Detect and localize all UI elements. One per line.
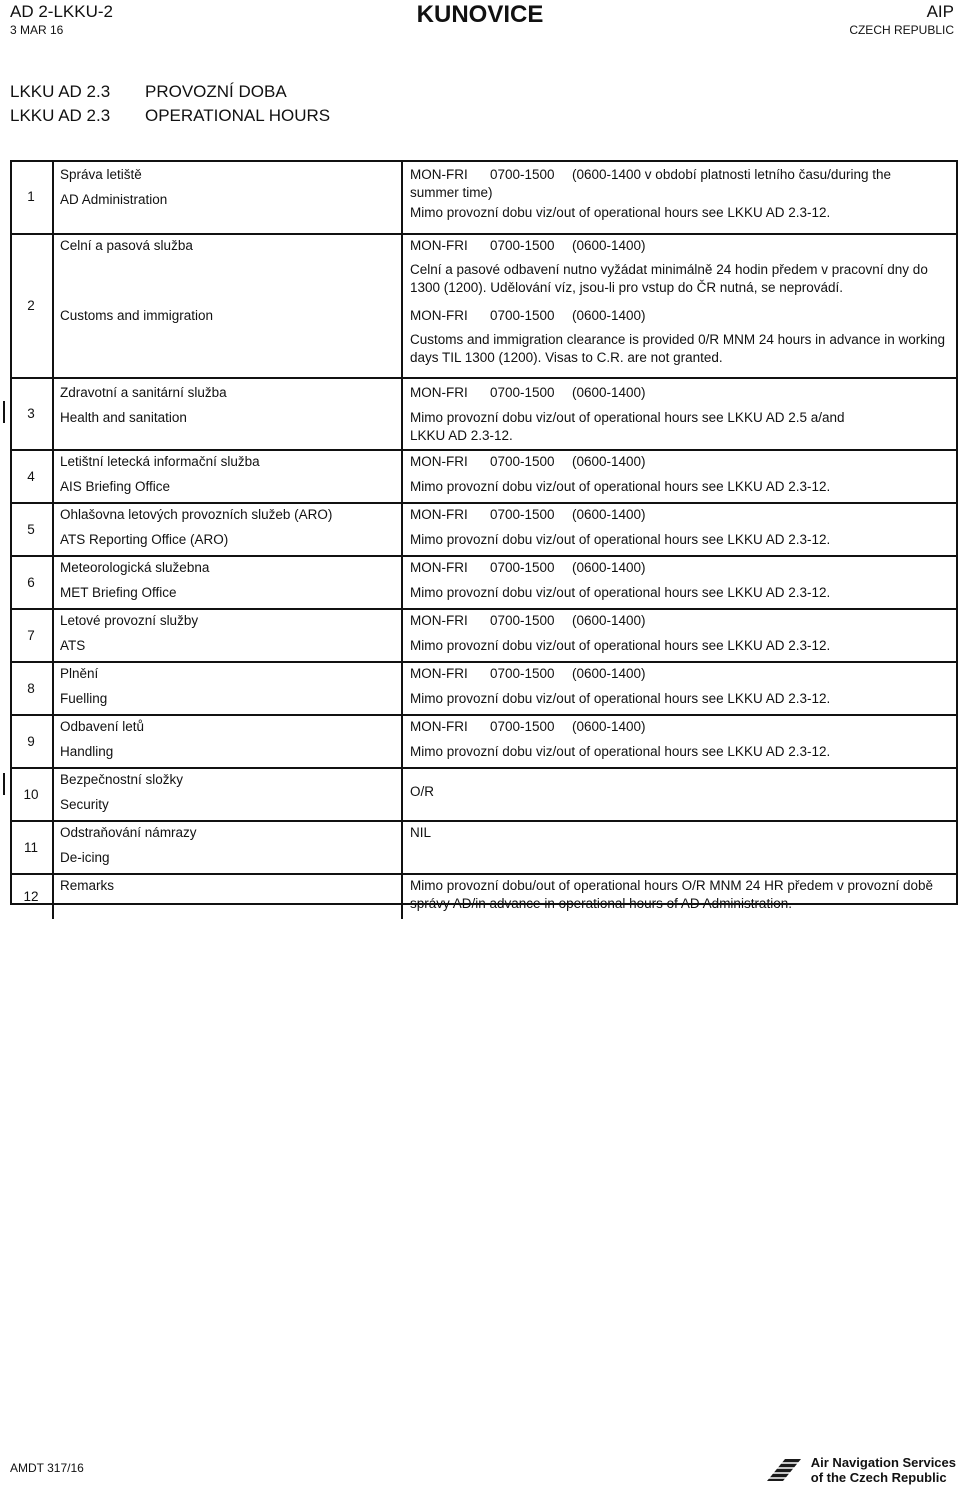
service-name-cz: Odbavení letů: [60, 719, 145, 734]
hours-days: MON-FRI: [410, 385, 468, 400]
hours-utc: (0600-1400): [572, 454, 646, 469]
service-cell: [53, 378, 402, 450]
hours-note: Mimo provozní dobu viz/out of operational hours see LKKU AD 2.3-12.: [410, 532, 831, 547]
hours-utc: (0600-1400 v období platnosti letního času/during the: [572, 167, 891, 182]
table-row: [10, 161, 958, 234]
remarks-label: Remarks: [60, 878, 115, 893]
hours-cell: [402, 378, 958, 450]
hours-days-en: MON-FRI: [410, 308, 468, 323]
document-id: AD 2-LKKU-2: [10, 2, 113, 21]
hours-note-cz: Celní a pasové odbavení nutno vyžádat minimálně 24 hodin předem v pracovní dny do 1300 (1200). Udělování víz, jsou-li pro vstup do ČR nutná, se neprovádí.: [410, 262, 928, 295]
table-row: [10, 874, 958, 919]
hours-days: MON-FRI: [410, 560, 468, 575]
table-row: [10, 821, 958, 874]
hours-value: O/R: [410, 784, 435, 799]
operational-hours-table: [10, 161, 958, 919]
remarks-value: Mimo provozní dobu/out of operational hours O/R MNM 24 HR předem v provozní době správy AD/in advance in operational hours of AD Administration.: [410, 878, 934, 911]
logo-line-2: of the Czech Republic: [810, 1470, 947, 1485]
section-title-cz: PROVOZNÍ DOBA: [145, 82, 287, 101]
hours-note: Mimo provozní dobu viz/out of operational hours see LKKU AD 2.5 a/and: [410, 410, 845, 425]
hours-time: 0700-1500: [490, 613, 555, 628]
table-row: [10, 450, 958, 503]
service-cell: [53, 662, 402, 715]
service-name-cz: Celní a pasová služba: [60, 238, 193, 253]
hours-time: 0700-1500: [490, 238, 555, 253]
row-number: 9: [10, 715, 53, 768]
hours-cell: [402, 874, 958, 919]
service-name-en: De-icing: [60, 850, 110, 865]
table-row: [10, 556, 958, 609]
section-title-en: OPERATIONAL HOURS: [145, 106, 331, 125]
table-row: [10, 768, 958, 821]
row-number: 12: [10, 874, 53, 919]
service-name-en: AIS Briefing Office: [60, 479, 171, 494]
hours-utc: (0600-1400): [572, 613, 646, 628]
service-cell: [53, 821, 402, 874]
table-row: [10, 609, 958, 662]
hours-time: 0700-1500: [490, 167, 555, 182]
service-cell: [53, 715, 402, 768]
table-row: [10, 234, 958, 378]
row-number: 10: [10, 768, 53, 821]
hours-time: 0700-1500: [490, 719, 555, 734]
service-name-en: Handling: [60, 744, 114, 759]
table-row: [10, 503, 958, 556]
hours-note: Mimo provozní dobu viz/out of operational hours see LKKU AD 2.3-12.: [410, 691, 831, 706]
header-right: [849, 2, 954, 38]
section-ref-en: LKKU AD 2.3: [10, 106, 111, 125]
hours-days: MON-FRI: [410, 507, 468, 522]
hours-time: 0700-1500: [490, 560, 555, 575]
document-date: 3 MAR 16: [10, 23, 64, 37]
hours-cell: [402, 556, 958, 609]
ans-cr-logo: [765, 1455, 956, 1485]
service-name-en: MET Briefing Office: [60, 585, 177, 600]
hours-days: MON-FRI: [410, 613, 468, 628]
service-name-cz: Odstraňování námrazy: [60, 825, 197, 840]
service-name-cz: Bezpečnostní složky: [60, 772, 184, 787]
hours-days: MON-FRI: [410, 167, 468, 182]
hours-cell: [402, 450, 958, 503]
hours-value: NIL: [410, 825, 432, 840]
hours-note: Mimo provozní dobu viz/out of operational hours see LKKU AD 2.3-12.: [410, 479, 831, 494]
hours-cell: [402, 662, 958, 715]
service-name-en: ATS: [60, 638, 86, 653]
service-name-en: Security: [60, 797, 109, 812]
hours-utc: (0600-1400): [572, 666, 646, 681]
amendment-number: AMDT 317/16: [10, 1461, 84, 1475]
hours-utc-en: (0600-1400): [572, 308, 646, 323]
service-name-cz: Ohlašovna letových provozních služeb (ARO): [60, 507, 333, 522]
hours-utc: (0600-1400): [572, 507, 646, 522]
hours-days: MON-FRI: [410, 238, 468, 253]
service-name-cz: Letištní letecká informační služba: [60, 454, 260, 469]
hours-cell: [402, 609, 958, 662]
ans-logo-icon: [765, 1457, 803, 1483]
service-name-cz: Zdravotní a sanitární služba: [60, 385, 227, 400]
hours-days: MON-FRI: [410, 666, 468, 681]
aip-mark: AIP: [926, 2, 954, 21]
hours-time: 0700-1500: [490, 385, 555, 400]
service-cell: [53, 556, 402, 609]
table-row: [10, 662, 958, 715]
hours-time: 0700-1500: [490, 507, 555, 522]
row-number: 7: [10, 609, 53, 662]
table-row: [10, 715, 958, 768]
service-cell: [53, 450, 402, 503]
hours-note: Mimo provozní dobu viz/out of operational hours see LKKU AD 2.3-12.: [410, 205, 831, 220]
hours-utc-cont: summer time): [410, 185, 493, 200]
service-name-en: ATS Reporting Office (ARO): [60, 532, 229, 547]
row-number: 8: [10, 662, 53, 715]
row-number: 11: [10, 821, 53, 874]
service-name-en: Fuelling: [60, 691, 108, 706]
row-number: 3: [10, 378, 53, 450]
hours-cell: [402, 503, 958, 556]
hours-cell: [402, 234, 958, 378]
row-number: 1: [10, 161, 53, 234]
hours-utc: (0600-1400): [572, 560, 646, 575]
aerodrome-title: KUNOVICE: [416, 1, 544, 28]
change-bar: [3, 773, 5, 795]
hours-cell: [402, 768, 958, 821]
service-cell: [53, 609, 402, 662]
hours-time-en: 0700-1500: [490, 308, 555, 323]
service-cell: [53, 234, 402, 378]
service-name-en: Health and sanitation: [60, 410, 187, 425]
hours-days: MON-FRI: [410, 454, 468, 469]
service-cell: [53, 768, 402, 821]
hours-cell: [402, 821, 958, 874]
service-cell: [53, 503, 402, 556]
service-name-cz: Plnění: [60, 666, 99, 681]
service-name-cz: Meteorologická služebna: [60, 560, 210, 575]
hours-note: Mimo provozní dobu viz/out of operational hours see LKKU AD 2.3-12.: [410, 638, 831, 653]
hours-note: Mimo provozní dobu viz/out of operational hours see LKKU AD 2.3-12.: [410, 585, 831, 600]
table-row: [10, 378, 958, 450]
hours-cell: [402, 161, 958, 234]
row-number: 5: [10, 503, 53, 556]
hours-note-en: Customs and immigration clearance is provided 0/R MNM 24 hours in advance in working days TIL 1300 (1200). Visas to C.R. are not granted.: [410, 332, 945, 365]
hours-time: 0700-1500: [490, 666, 555, 681]
hours-days: MON-FRI: [410, 719, 468, 734]
section-title: [10, 80, 330, 128]
hours-note-cont: LKKU AD 2.3-12.: [410, 428, 513, 443]
service-cell: [53, 874, 402, 919]
header-left: [10, 2, 113, 38]
service-name-en: AD Administration: [60, 192, 168, 207]
service-name-cz: Letové provozní služby: [60, 613, 199, 628]
service-cell: [53, 161, 402, 234]
country-name: CZECH REPUBLIC: [849, 23, 954, 37]
service-name-cz: Správa letiště: [60, 167, 142, 182]
row-number: 4: [10, 450, 53, 503]
hours-time: 0700-1500: [490, 454, 555, 469]
service-name-en: Customs and immigration: [60, 308, 214, 323]
hours-utc: (0600-1400): [572, 238, 646, 253]
hours-utc: (0600-1400): [572, 719, 646, 734]
hours-utc: (0600-1400): [572, 385, 646, 400]
hours-note: Mimo provozní dobu viz/out of operational hours see LKKU AD 2.3-12.: [410, 744, 831, 759]
row-number: 6: [10, 556, 53, 609]
section-ref-cz: LKKU AD 2.3: [10, 82, 111, 101]
hours-cell: [402, 715, 958, 768]
row-number: 2: [10, 234, 53, 378]
change-bar: [3, 401, 5, 423]
logo-line-1: Air Navigation Services: [810, 1455, 956, 1470]
